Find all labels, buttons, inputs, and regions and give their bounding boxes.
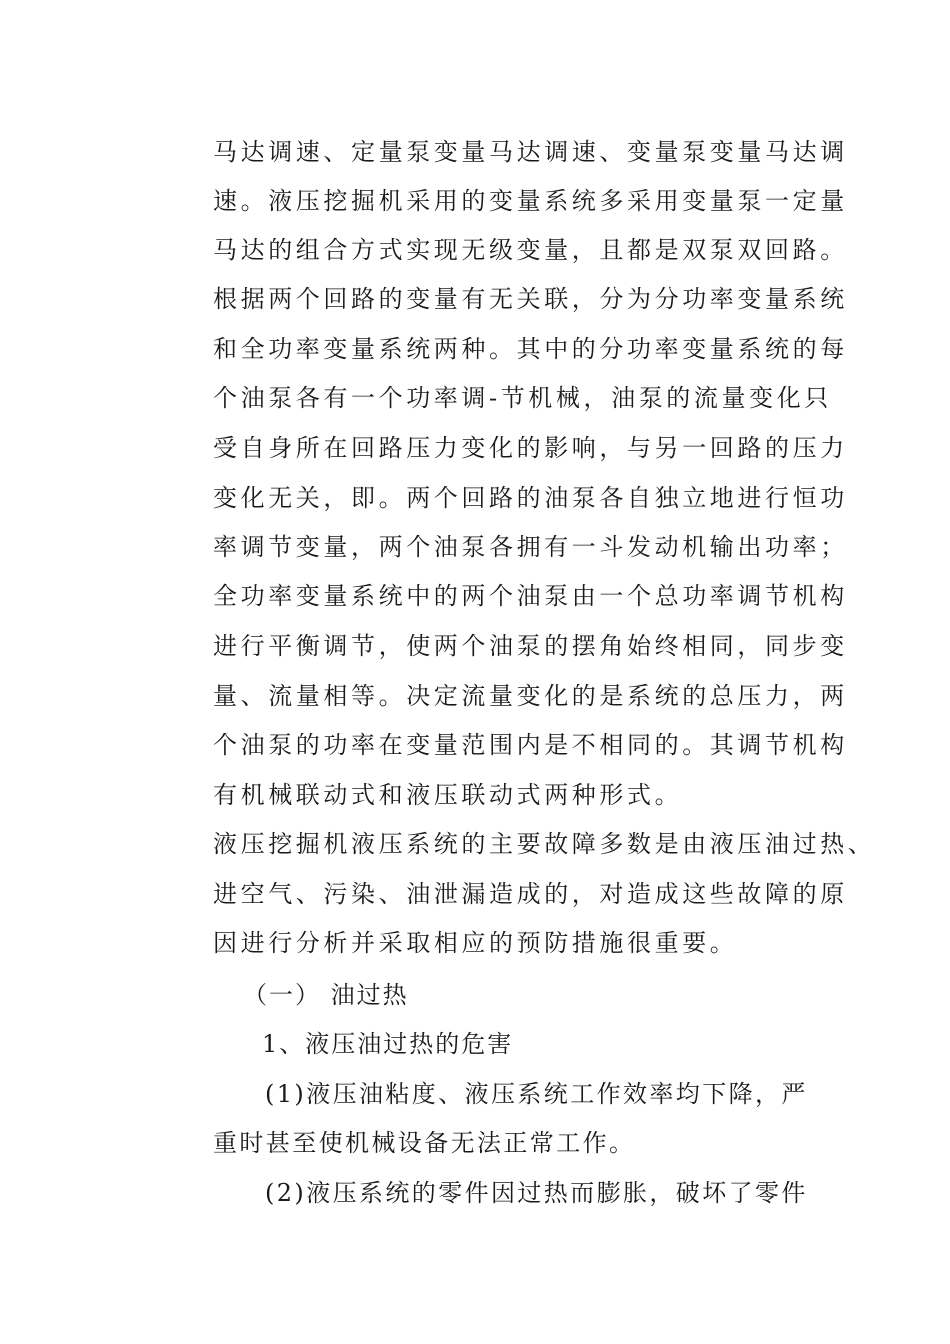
paragraph-line: 根据两个回路的变量有无关联，分为分功率变量系统 (213, 285, 848, 313)
paragraph-line: 变化无关，即。两个回路的油泵各自独立地进行恒功 (213, 484, 848, 512)
paragraph-line: 马达调速、定量泵变量马达调速、变量泵变量马达调 (213, 138, 848, 166)
paragraph-line: 速。液压挖掘机采用的变量系统多采用变量泵一定量 (213, 187, 848, 215)
paragraph-line: 个油泵各有一个功率调-节机械，油泵的流量变化只 (213, 384, 832, 412)
paragraph-line: 受自身所在回路压力变化的影响，与另一回路的压力 (213, 434, 848, 462)
paragraph-line: 全功率变量系统中的两个油泵由一个总功率调节机构 (213, 582, 848, 610)
paragraph-line: 量、流量相等。决定流量变化的是系统的总压力，两 (213, 682, 848, 710)
section-heading: （一） 油过热 (243, 981, 409, 1009)
paragraph-line: 和全功率变量系统两种。其中的分功率变量系统的每 (213, 335, 848, 363)
paragraph-line: 重时甚至使机械设备无法正常工作。 (213, 1129, 636, 1157)
paragraph-line: 进空气、污染、油泄漏造成的，对造成这些故障的原 (213, 880, 848, 908)
paragraph-line: 有机械联动式和液压联动式两种形式。 (213, 781, 683, 809)
paragraph-line: 液压挖掘机液压系统的主要故障多数是由液压油过热、 (213, 830, 876, 858)
list-item: (1)液压油粘度、液压系统工作效率均下降，严 (265, 1080, 808, 1108)
paragraph-line: 进行平衡调节，使两个油泵的摆角始终相同，同步变 (213, 632, 848, 660)
paragraph-line: 因进行分析并采取相应的预防措施很重要。 (213, 929, 738, 957)
paragraph-line: 马达的组合方式实现无级变量，且都是双泵双回路。 (213, 236, 848, 264)
list-item: (2)液压系统的零件因过热而膨胀，破坏了零件 (265, 1179, 808, 1207)
subsection-heading: 1、液压油过热的危害 (262, 1030, 514, 1058)
paragraph-line: 个油泵的功率在变量范围内是不相同的。其调节机构 (213, 731, 848, 759)
paragraph-line: 率调节变量，两个油泵各拥有一斗发动机输出功率； (213, 533, 848, 561)
